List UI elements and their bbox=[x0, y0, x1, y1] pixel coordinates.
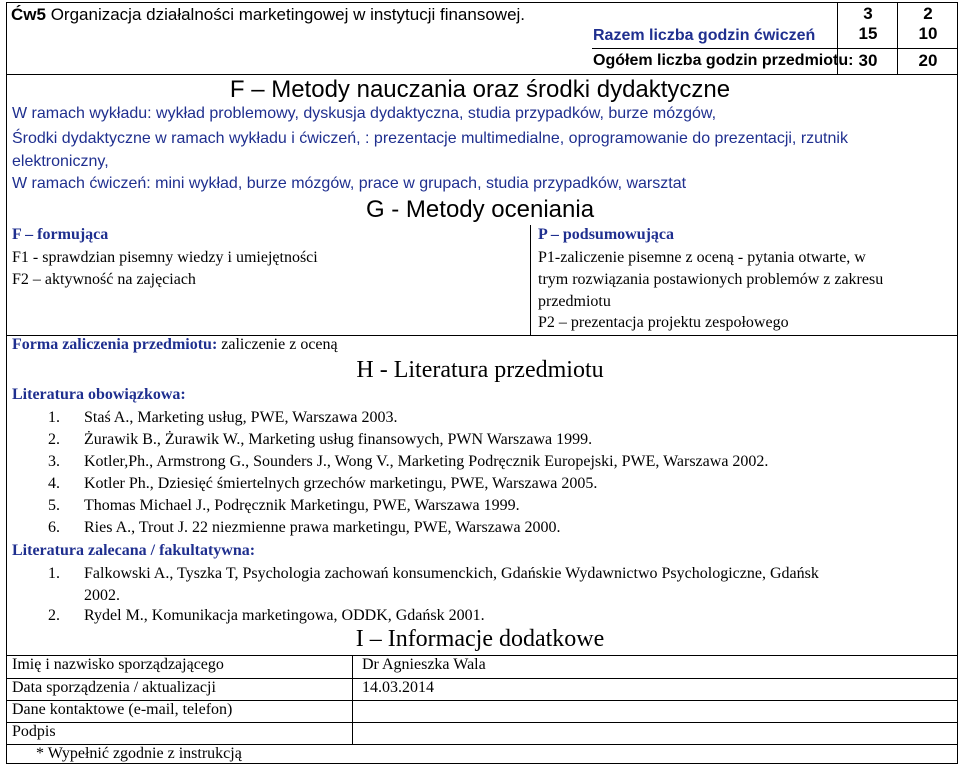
info-value-date: 14.03.2014 bbox=[362, 679, 434, 696]
item-number: 5. bbox=[48, 497, 60, 514]
item-text: Kotler,Ph., Armstrong G., Sounders J., Wong V., Marketing Podręcznik Europejski, PWE, Warszawa 2002. bbox=[84, 453, 769, 470]
item-number: 1. bbox=[48, 565, 60, 582]
forma-zaliczenia bbox=[12, 336, 338, 354]
footnote: * Wypełnić zgodnie z instrukcją bbox=[36, 745, 242, 762]
item-text: Thomas Michael J., Podręcznik Marketingu, PWE, Warszawa 1999. bbox=[84, 497, 520, 514]
item-text: 2002. bbox=[84, 587, 120, 604]
p-line-2: trym rozwiązania postawionych problemów z zakresu bbox=[538, 271, 884, 288]
p-line-3: przedmiotu bbox=[538, 293, 611, 310]
course-title-row bbox=[11, 5, 525, 25]
f-formujaca-heading bbox=[12, 226, 108, 244]
f1-item: F1 - sprawdzian pisemny wiedzy i umiejętności bbox=[12, 249, 318, 266]
section-h-title: H - Literatura przedmiotu bbox=[356, 357, 604, 383]
course-title: Organizacja działalności marketingowej w instytucji finansowej. bbox=[50, 5, 526, 24]
p-podsumowujaca-heading bbox=[538, 226, 674, 244]
item-number: 6. bbox=[48, 519, 60, 536]
section-i-title: I – Informacje dodatkowe bbox=[355, 626, 605, 652]
obowiazkowa-label bbox=[12, 386, 186, 404]
section-f-title: F – Metody nauczania oraz środki dydaktyczne bbox=[229, 76, 731, 103]
item-text: Ries A., Trout J. 22 niezmienne prawa marketingu, PWE, Warszawa 2000. bbox=[84, 519, 561, 536]
p-heading-text: P – podsumowująca bbox=[538, 226, 675, 243]
hours-table bbox=[6, 2, 958, 74]
info-label-contact: Dane kontaktowe (e-mail, telefon) bbox=[12, 701, 233, 718]
razem-label: Razem liczba godzin ćwiczeń bbox=[593, 27, 816, 44]
item-number: 4. bbox=[48, 475, 60, 492]
info-label-signature: Podpis bbox=[12, 723, 56, 740]
ogolem-label: Ogółem liczba godzin przedmiotu: bbox=[593, 52, 854, 69]
razem-value-1: 15 bbox=[858, 24, 878, 43]
forma-value: zaliczenie z oceną bbox=[221, 336, 338, 353]
f-heading-text: F – formująca bbox=[12, 226, 109, 243]
p-line-4: P2 – prezentacja projektu zespołowego bbox=[538, 314, 789, 331]
forma-label: Forma zaliczenia przedmiotu: bbox=[12, 336, 218, 353]
section-f-line-4: W ramach ćwiczeń: mini wykład, burze mózgów, prace w grupach, studia przypadków, warsztat bbox=[12, 175, 687, 192]
zalecana-label bbox=[12, 542, 255, 560]
item-number: 2. bbox=[48, 607, 60, 624]
razem-value-1-top: 3 bbox=[863, 4, 873, 23]
info-label-author: Imię i nazwisko sporządzającego bbox=[12, 656, 224, 673]
razem-value-2: 10 bbox=[918, 24, 938, 43]
razem-value-2-top: 2 bbox=[923, 4, 933, 23]
obowiazkowa-label-text: Literatura obowiązkowa: bbox=[12, 386, 186, 403]
item-text: Rydel M., Komunikacja marketingowa, ODDK, Gdańsk 2001. bbox=[84, 607, 485, 624]
p-line-1: P1-zaliczenie pisemne z oceną - pytania otwarte, w bbox=[538, 249, 866, 266]
section-f-line-3: elektroniczny, bbox=[12, 153, 109, 170]
section-f-line-1: W ramach wykładu: wykład problemowy, dyskusja dydaktyczna, studia przypadków, burze mózgów, bbox=[12, 105, 717, 122]
f2-item: F2 – aktywność na zajęciach bbox=[12, 271, 196, 288]
item-text: Kotler Ph., Dziesięć śmiertelnych grzechów marketingu, PWE, Warszawa 2005. bbox=[84, 475, 598, 492]
info-value-author: Dr Agnieszka Wala bbox=[362, 656, 486, 673]
item-number: 2. bbox=[48, 431, 60, 448]
zalecana-label-text: Literatura zalecana / fakultatywna: bbox=[12, 542, 256, 559]
item-text: Staś A., Marketing usług, PWE, Warszawa 2003. bbox=[84, 409, 398, 426]
item-number: 1. bbox=[48, 409, 60, 426]
ogolem-value-2: 20 bbox=[918, 51, 938, 70]
item-number: 3. bbox=[48, 453, 60, 470]
section-f-line-2: Środki dydaktyczne w ramach wykładu i ćwiczeń, : prezentacje multimedialne, oprogramowanie do prezentacji, rzutnik bbox=[12, 130, 848, 147]
info-label-date: Data sporządzenia / aktualizacji bbox=[12, 679, 216, 696]
ogolem-value-1: 30 bbox=[858, 51, 878, 70]
item-text: Falkowski A., Tyszka T, Psychologia zachowań konsumenckich, Gdańskie Wydawnictwo Psychologiczne, Gdańsk bbox=[84, 565, 819, 582]
item-text: Żurawik B., Żurawik W., Marketing usług finansowych, PWN Warszawa 1999. bbox=[84, 431, 593, 448]
course-prefix: Ćw5 bbox=[11, 5, 46, 24]
section-g-title: G - Metody oceniania bbox=[365, 196, 595, 223]
